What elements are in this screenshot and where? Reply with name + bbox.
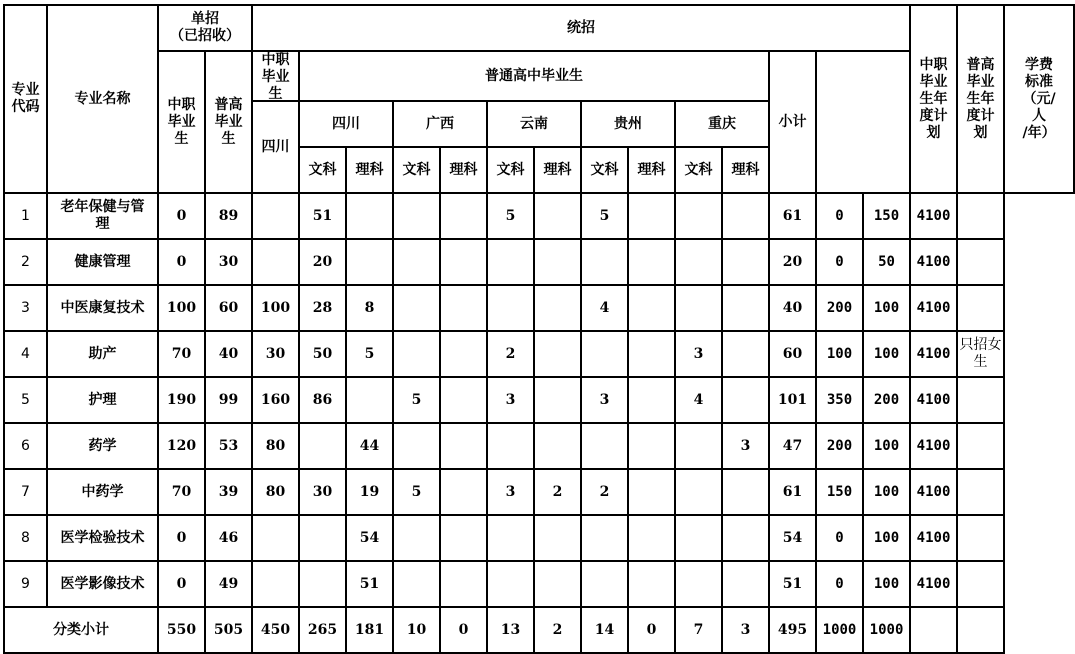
cell-guangxi-li — [440, 285, 487, 331]
cell-single-pugao: 99 — [205, 377, 252, 423]
enrollment-plan-table — [3, 4, 1075, 654]
total-guizhou-li: 0 — [628, 607, 675, 653]
cell-unified-zhongzhi: 160 — [252, 377, 299, 423]
cell-yunnan-li — [534, 239, 581, 285]
row-code: 2 — [4, 239, 47, 285]
header-wen-guangxi: 文科 — [393, 147, 440, 193]
cell-tuition: 4100 — [910, 331, 957, 377]
cell-guangxi-wen — [393, 515, 440, 561]
header-pugao: 普通高中毕业生 — [299, 51, 769, 101]
cell-remark: 只招女生 — [957, 331, 1004, 377]
cell-remark — [957, 561, 1004, 607]
row-name — [47, 193, 158, 239]
cell-chongqing-li — [722, 331, 769, 377]
row-code: 4 — [4, 331, 47, 377]
header-single: 单招 （已招收） — [158, 5, 252, 51]
cell-yunnan-li — [534, 423, 581, 469]
row-code: 6 — [4, 423, 47, 469]
total-chongqing-wen: 7 — [675, 607, 722, 653]
header-wen-chongqing: 文科 — [675, 147, 722, 193]
header-province-sichuan: 四川 — [299, 101, 393, 147]
total-plan-pugao: 1000 — [863, 607, 910, 653]
row-name — [47, 423, 158, 469]
cell-plan-zhongzhi: 0 — [816, 193, 863, 239]
header-wen-sichuan: 文科 — [299, 147, 346, 193]
cell-remark — [957, 423, 1004, 469]
cell-yunnan-wen — [487, 239, 534, 285]
cell-sichuan-wen: 30 — [299, 469, 346, 515]
header-li-guizhou: 理科 — [628, 147, 675, 193]
total-unified-zhongzhi: 450 — [252, 607, 299, 653]
cell-chongqing-wen — [675, 423, 722, 469]
cell-yunnan-wen: 3 — [487, 377, 534, 423]
cell-chongqing-li — [722, 377, 769, 423]
cell-guangxi-li — [440, 423, 487, 469]
total-plan-zhongzhi: 1000 — [816, 607, 863, 653]
cell-guizhou-li — [628, 285, 675, 331]
cell-yunnan-wen — [487, 515, 534, 561]
header-province-yunnan: 云南 — [487, 101, 581, 147]
row-name — [47, 561, 158, 607]
cell-unified-zhongzhi — [252, 193, 299, 239]
cell-remark — [957, 285, 1004, 331]
cell-chongqing-wen — [675, 285, 722, 331]
table-row — [4, 469, 1074, 515]
cell-tuition: 4100 — [910, 377, 957, 423]
cell-unified-zhongzhi — [252, 561, 299, 607]
header-province-chongqing: 重庆 — [675, 101, 769, 147]
cell-guizhou-wen: 2 — [581, 469, 628, 515]
row-code: 5 — [4, 377, 47, 423]
header-li-sichuan: 理科 — [346, 147, 393, 193]
cell-plan-pugao: 50 — [863, 239, 910, 285]
total-tuition — [910, 607, 957, 653]
cell-remark — [957, 193, 1004, 239]
cell-single-pugao: 53 — [205, 423, 252, 469]
cell-plan-zhongzhi: 0 — [816, 239, 863, 285]
cell-sichuan-li: 44 — [346, 423, 393, 469]
cell-chongqing-li — [722, 285, 769, 331]
cell-yunnan-wen — [487, 285, 534, 331]
cell-plan-zhongzhi: 100 — [816, 331, 863, 377]
row-name-text: 护理 — [88, 391, 117, 408]
cell-single-zhongzhi: 100 — [158, 285, 205, 331]
cell-chongqing-wen: 4 — [675, 377, 722, 423]
row-name — [47, 285, 158, 331]
cell-chongqing-li: 3 — [722, 423, 769, 469]
cell-chongqing-li — [722, 469, 769, 515]
cell-tuition: 4100 — [910, 285, 957, 331]
cell-sichuan-wen: 20 — [299, 239, 346, 285]
cell-guizhou-li — [628, 239, 675, 285]
cell-plan-pugao: 100 — [863, 561, 910, 607]
cell-sichuan-wen — [299, 423, 346, 469]
header-province-guangxi: 广西 — [393, 101, 487, 147]
cell-chongqing-wen — [675, 515, 722, 561]
cell-sichuan-wen: 28 — [299, 285, 346, 331]
row-name-text: 医学影像技术 — [60, 575, 145, 592]
cell-sichuan-li — [346, 239, 393, 285]
cell-unified-zhongzhi — [252, 515, 299, 561]
row-name — [47, 469, 158, 515]
header-code: 专业 代码 — [4, 5, 47, 193]
cell-plan-pugao: 100 — [863, 469, 910, 515]
cell-plan-pugao: 100 — [863, 423, 910, 469]
cell-plan-zhongzhi: 150 — [816, 469, 863, 515]
cell-yunnan-li — [534, 331, 581, 377]
cell-guizhou-wen — [581, 239, 628, 285]
cell-tuition: 4100 — [910, 423, 957, 469]
cell-plan-pugao: 100 — [863, 515, 910, 561]
cell-subtotal: 60 — [769, 331, 816, 377]
cell-guizhou-li — [628, 331, 675, 377]
cell-guizhou-wen — [581, 515, 628, 561]
cell-chongqing-li — [722, 239, 769, 285]
cell-sichuan-wen — [299, 561, 346, 607]
cell-single-pugao: 39 — [205, 469, 252, 515]
table-row — [4, 561, 1074, 607]
row-name — [47, 331, 158, 377]
header-name: 专业名称 — [47, 5, 158, 193]
total-yunnan-li: 2 — [534, 607, 581, 653]
cell-yunnan-li — [534, 377, 581, 423]
cell-chongqing-li — [722, 515, 769, 561]
row-name-text: 中医康复技术 — [60, 299, 145, 316]
cell-plan-pugao: 100 — [863, 285, 910, 331]
table-row — [4, 285, 1074, 331]
cell-tuition: 4100 — [910, 561, 957, 607]
cell-tuition: 4100 — [910, 239, 957, 285]
total-single-pugao: 505 — [205, 607, 252, 653]
cell-guizhou-wen: 3 — [581, 377, 628, 423]
cell-unified-zhongzhi: 80 — [252, 469, 299, 515]
header-single-pugao: 普高 毕业 生 — [205, 51, 252, 193]
cell-guangxi-wen: 5 — [393, 377, 440, 423]
cell-chongqing-wen — [675, 193, 722, 239]
cell-guangxi-li — [440, 515, 487, 561]
table-row — [4, 515, 1074, 561]
header-province-guizhou: 贵州 — [581, 101, 675, 147]
cell-subtotal: 51 — [769, 561, 816, 607]
cell-remark — [957, 239, 1004, 285]
cell-guangxi-li — [440, 561, 487, 607]
header-tuition: 学费 标准 （元/ 人 /年） — [1004, 5, 1074, 193]
cell-yunnan-li — [534, 561, 581, 607]
row-code: 3 — [4, 285, 47, 331]
row-name — [47, 239, 158, 285]
cell-guangxi-wen — [393, 561, 440, 607]
cell-subtotal: 40 — [769, 285, 816, 331]
cell-yunnan-wen — [487, 561, 534, 607]
cell-sichuan-wen: 86 — [299, 377, 346, 423]
cell-yunnan-wen: 3 — [487, 469, 534, 515]
table-row — [4, 193, 1074, 239]
table-row — [4, 331, 1074, 377]
cell-guizhou-li — [628, 561, 675, 607]
cell-plan-pugao: 200 — [863, 377, 910, 423]
cell-sichuan-li: 5 — [346, 331, 393, 377]
header-unified: 统招 — [252, 5, 910, 51]
cell-subtotal: 61 — [769, 469, 816, 515]
cell-chongqing-wen — [675, 561, 722, 607]
cell-remark — [957, 469, 1004, 515]
cell-yunnan-li: 2 — [534, 469, 581, 515]
cell-guangxi-wen — [393, 331, 440, 377]
cell-plan-zhongzhi: 0 — [816, 515, 863, 561]
cell-single-zhongzhi: 0 — [158, 515, 205, 561]
header-unified-zhongzhi: 中职 毕业 生 — [252, 51, 299, 101]
cell-single-pugao: 89 — [205, 193, 252, 239]
cell-single-pugao: 40 — [205, 331, 252, 377]
cell-guangxi-li — [440, 239, 487, 285]
cell-chongqing-wen — [675, 469, 722, 515]
cell-guizhou-li — [628, 193, 675, 239]
cell-subtotal: 20 — [769, 239, 816, 285]
cell-chongqing-wen — [675, 239, 722, 285]
cell-unified-zhongzhi: 100 — [252, 285, 299, 331]
cell-guizhou-li — [628, 377, 675, 423]
cell-guangxi-wen — [393, 239, 440, 285]
cell-chongqing-li — [722, 193, 769, 239]
row-name-text: 老年保健与管 理 — [60, 199, 145, 232]
total-guangxi-wen: 10 — [393, 607, 440, 653]
cell-single-zhongzhi: 70 — [158, 331, 205, 377]
cell-subtotal: 47 — [769, 423, 816, 469]
cell-subtotal: 54 — [769, 515, 816, 561]
cell-tuition: 4100 — [910, 515, 957, 561]
cell-guangxi-wen — [393, 193, 440, 239]
total-subtotal: 495 — [769, 607, 816, 653]
row-name — [47, 377, 158, 423]
total-sichuan-li: 181 — [346, 607, 393, 653]
total-single-zhongzhi: 550 — [158, 607, 205, 653]
cell-subtotal: 101 — [769, 377, 816, 423]
row-code: 7 — [4, 469, 47, 515]
row-name-text: 中药学 — [81, 483, 124, 500]
total-remark — [957, 607, 1004, 653]
cell-sichuan-li — [346, 193, 393, 239]
cell-remark — [957, 377, 1004, 423]
total-sichuan-wen: 265 — [299, 607, 346, 653]
cell-guizhou-wen: 5 — [581, 193, 628, 239]
cell-guizhou-li — [628, 423, 675, 469]
cell-single-zhongzhi: 0 — [158, 193, 205, 239]
cell-sichuan-li: 19 — [346, 469, 393, 515]
cell-sichuan-li: 51 — [346, 561, 393, 607]
cell-yunnan-wen — [487, 423, 534, 469]
cell-guizhou-wen — [581, 561, 628, 607]
cell-remark — [957, 515, 1004, 561]
cell-sichuan-li — [346, 377, 393, 423]
cell-single-zhongzhi: 0 — [158, 561, 205, 607]
cell-single-pugao: 60 — [205, 285, 252, 331]
cell-plan-zhongzhi: 200 — [816, 423, 863, 469]
cell-guizhou-li — [628, 515, 675, 561]
cell-yunnan-li — [534, 193, 581, 239]
header-subtotal: 小计 — [769, 51, 816, 193]
row-code: 9 — [4, 561, 47, 607]
total-guangxi-li: 0 — [440, 607, 487, 653]
cell-sichuan-wen: 51 — [299, 193, 346, 239]
table-row — [4, 239, 1074, 285]
cell-sichuan-li: 8 — [346, 285, 393, 331]
cell-unified-zhongzhi: 30 — [252, 331, 299, 377]
cell-unified-zhongzhi: 80 — [252, 423, 299, 469]
cell-yunnan-li — [534, 285, 581, 331]
cell-yunnan-li — [534, 515, 581, 561]
cell-single-zhongzhi: 120 — [158, 423, 205, 469]
cell-guizhou-wen — [581, 331, 628, 377]
row-name-text: 健康管理 — [74, 253, 131, 270]
header-plan-zhongzhi: 中职 毕业 生年 度计 划 — [910, 5, 957, 193]
cell-sichuan-wen — [299, 515, 346, 561]
cell-chongqing-li — [722, 561, 769, 607]
cell-subtotal: 61 — [769, 193, 816, 239]
cell-unified-zhongzhi — [252, 239, 299, 285]
cell-chongqing-wen: 3 — [675, 331, 722, 377]
cell-tuition: 4100 — [910, 193, 957, 239]
total-yunnan-wen: 13 — [487, 607, 534, 653]
cell-plan-zhongzhi: 0 — [816, 561, 863, 607]
cell-plan-zhongzhi: 350 — [816, 377, 863, 423]
row-code: 8 — [4, 515, 47, 561]
cell-single-pugao: 49 — [205, 561, 252, 607]
cell-single-zhongzhi: 70 — [158, 469, 205, 515]
header-wen-yunnan: 文科 — [487, 147, 534, 193]
cell-single-zhongzhi: 190 — [158, 377, 205, 423]
header-li-guangxi: 理科 — [440, 147, 487, 193]
cell-guangxi-li — [440, 193, 487, 239]
cell-guangxi-wen — [393, 285, 440, 331]
header-li-chongqing: 理科 — [722, 147, 769, 193]
cell-single-zhongzhi: 0 — [158, 239, 205, 285]
cell-yunnan-wen: 2 — [487, 331, 534, 377]
header-li-yunnan: 理科 — [534, 147, 581, 193]
total-row — [4, 607, 1074, 653]
cell-single-pugao: 46 — [205, 515, 252, 561]
header-unified-zhongzhi-sichuan: 四川 — [252, 101, 299, 193]
cell-guizhou-wen: 4 — [581, 285, 628, 331]
cell-guizhou-li — [628, 469, 675, 515]
cell-guangxi-wen: 5 — [393, 469, 440, 515]
total-chongqing-li: 3 — [722, 607, 769, 653]
cell-plan-pugao: 150 — [863, 193, 910, 239]
row-name-text: 助产 — [88, 345, 117, 362]
table-row — [4, 423, 1074, 469]
cell-single-pugao: 30 — [205, 239, 252, 285]
row-name — [47, 515, 158, 561]
total-label: 分类小计 — [4, 607, 158, 653]
header-wen-guizhou: 文科 — [581, 147, 628, 193]
cell-tuition: 4100 — [910, 469, 957, 515]
cell-plan-zhongzhi: 200 — [816, 285, 863, 331]
cell-plan-pugao: 100 — [863, 331, 910, 377]
header-single-zhongzhi: 中职 毕业 生 — [158, 51, 205, 193]
row-code: 1 — [4, 193, 47, 239]
cell-sichuan-li: 54 — [346, 515, 393, 561]
row-name-text: 医学检验技术 — [60, 529, 145, 546]
cell-guizhou-wen — [581, 423, 628, 469]
cell-yunnan-wen: 5 — [487, 193, 534, 239]
header-plan-pugao: 普高 毕业 生年 度计 划 — [957, 5, 1004, 193]
cell-sichuan-wen: 50 — [299, 331, 346, 377]
cell-guangxi-li — [440, 469, 487, 515]
cell-guangxi-li — [440, 331, 487, 377]
table-row — [4, 377, 1074, 423]
row-name-text: 药学 — [88, 437, 117, 454]
cell-guangxi-li — [440, 377, 487, 423]
cell-guangxi-wen — [393, 423, 440, 469]
total-guizhou-wen: 14 — [581, 607, 628, 653]
